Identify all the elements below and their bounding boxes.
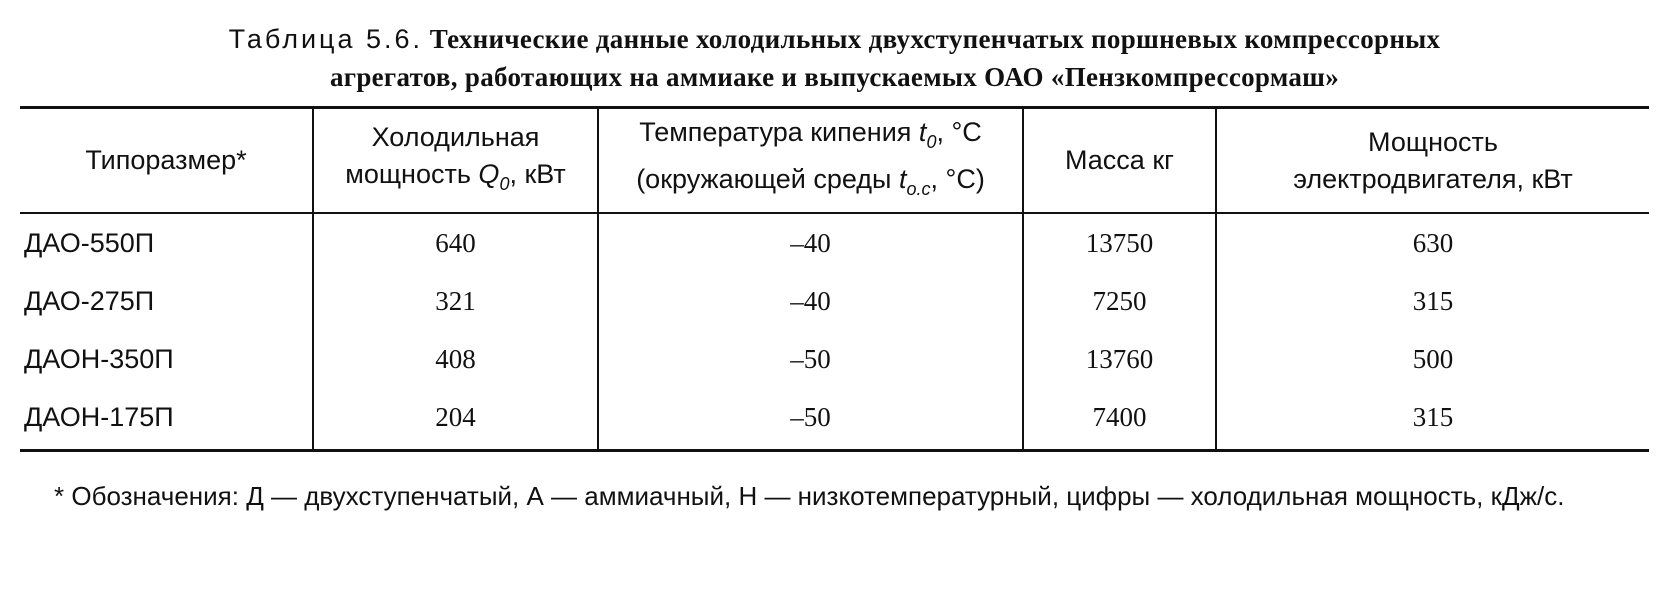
header-capacity-line-1: Холодильная <box>371 121 540 152</box>
row-4-capacity: 204 <box>435 401 476 432</box>
table-caption <box>20 20 1649 96</box>
header-capacity <box>314 109 597 212</box>
row-4-temperature: –50 <box>790 401 831 432</box>
header-power-line-2: электродвигателя, кВт <box>1293 163 1573 194</box>
header-mass <box>1024 109 1215 212</box>
header-temperature-line-2 <box>636 161 985 208</box>
row-3-power: 500 <box>1412 343 1454 374</box>
row-1-temperature: –40 <box>790 227 831 258</box>
header-ambient-symbol-sub: о.с <box>906 178 931 199</box>
caption-title-part-2: агрегатов, работающих на аммиаке и выпускаемых ОАО «Пензкомпрессормаш» <box>329 62 1340 92</box>
header-model <box>20 109 312 212</box>
header-temperature-suffix: , °С <box>936 116 982 147</box>
row-2-mass: 7250 <box>1092 285 1147 316</box>
row-4-power: 315 <box>1412 401 1454 432</box>
header-temperature-prefix: Температура кипения <box>639 116 912 147</box>
row-1-capacity: 640 <box>435 227 476 258</box>
header-temperature <box>599 109 1022 212</box>
row-4-model: ДАОН-175П <box>24 401 174 432</box>
header-mass-label: Масса кг <box>1065 145 1174 175</box>
header-ambient-prefix: (окружающей среды <box>636 163 892 194</box>
caption-title-part-1: Технические данные холодильных двухступенчатых поршневых компрессорных <box>429 24 1441 54</box>
row-1-model: ДАО-550П <box>24 227 155 258</box>
caption-lead: Таблица 5.6. <box>228 24 424 54</box>
row-3-model: ДАОН-350П <box>24 343 174 374</box>
header-capacity-prefix: мощность <box>345 158 471 189</box>
row-1-mass: 13750 <box>1085 227 1154 258</box>
row-2-power: 315 <box>1412 285 1454 316</box>
row-2-temperature: –40 <box>790 285 831 316</box>
row-3-capacity: 408 <box>435 343 476 374</box>
header-bottom-rule <box>20 212 1649 214</box>
header-power-line-1: Мощность <box>1368 126 1498 157</box>
header-capacity-line-2 <box>345 156 566 203</box>
header-capacity-suffix: , кВт <box>509 158 566 189</box>
row-3-mass: 13760 <box>1085 343 1154 374</box>
row-2-capacity: 321 <box>435 285 476 316</box>
header-capacity-symbol: Q <box>478 158 500 189</box>
row-2-model: ДАО-275П <box>24 285 155 316</box>
row-3-temperature: –50 <box>790 343 831 374</box>
header-ambient-suffix: , °С) <box>930 163 985 194</box>
header-capacity-symbol-sub: 0 <box>499 173 510 194</box>
table-bottom-rule <box>20 449 1649 452</box>
header-model-label: Типоразмер* <box>85 145 247 175</box>
header-temperature-line-1 <box>636 114 985 161</box>
row-1-power: 630 <box>1412 227 1454 258</box>
header-temperature-symbol-sub: 0 <box>926 131 937 152</box>
header-ambient-symbol: t <box>898 163 907 194</box>
header-temperature-symbol: t <box>918 116 927 147</box>
caption-line-1 <box>20 20 1649 58</box>
table-footnote: * Обозначения: Д — двухступенчатый, А — аммиачный, Н — низкотемпературный, цифры — холодильная мощность, кДж/с. <box>54 481 1565 511</box>
header-power <box>1217 109 1649 212</box>
row-4-mass: 7400 <box>1092 401 1147 432</box>
